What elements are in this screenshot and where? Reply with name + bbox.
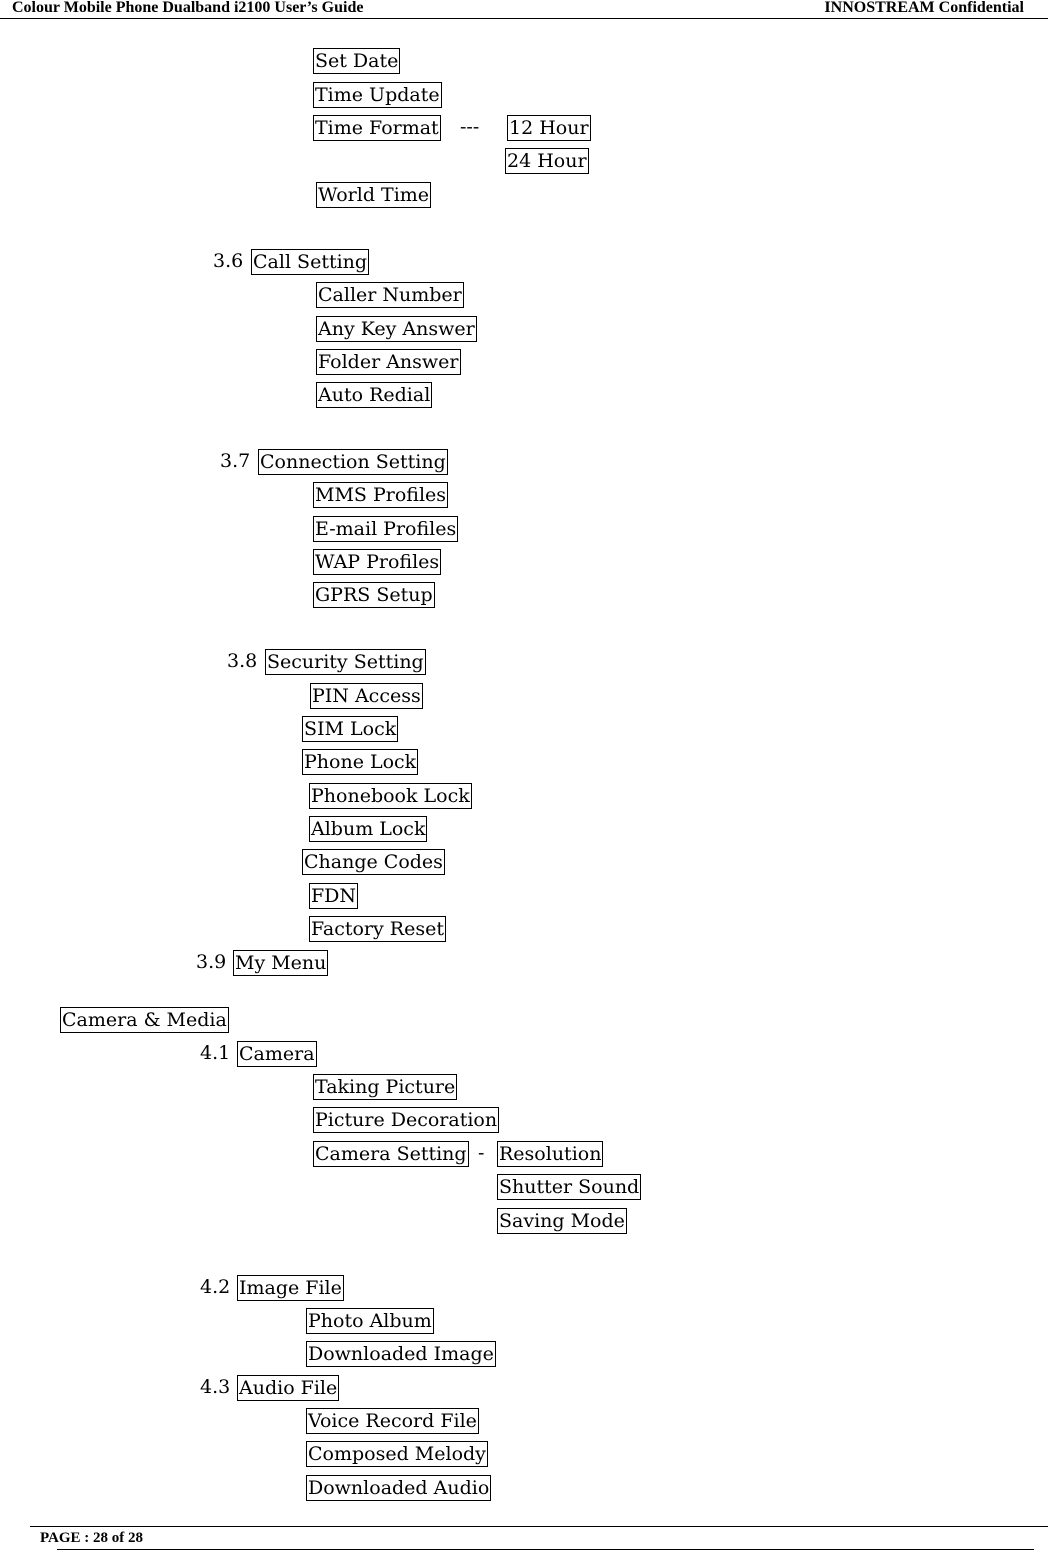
section-number: 3.9 bbox=[196, 951, 227, 973]
menu-item-composed-melody[interactable]: Composed Melody bbox=[308, 1443, 486, 1465]
section-number: 4.3 bbox=[200, 1376, 231, 1398]
menu-item-factory-reset[interactable]: Factory Reset bbox=[311, 918, 444, 940]
header-title: Colour Mobile Phone Dualband i2100 User’s Guide bbox=[12, 0, 364, 16]
connector-dash: --- bbox=[460, 116, 480, 138]
menu-item-camera-media[interactable]: Camera & Media bbox=[62, 1009, 227, 1031]
section-number: 4.2 bbox=[200, 1276, 231, 1298]
menu-item-caller-number[interactable]: Caller Number bbox=[318, 284, 462, 306]
menu-item-camera-setting[interactable]: Camera Setting bbox=[315, 1143, 467, 1165]
menu-item-24-hour[interactable]: 24 Hour bbox=[507, 150, 587, 172]
menu-item-audio-file[interactable]: Audio File bbox=[239, 1377, 338, 1399]
menu-item-photo-album[interactable]: Photo Album bbox=[308, 1310, 432, 1332]
menu-item-downloaded-image[interactable]: Downloaded Image bbox=[308, 1343, 494, 1365]
section-number: 4.1 bbox=[200, 1042, 231, 1064]
menu-item-picture-decoration[interactable]: Picture Decoration bbox=[315, 1109, 498, 1131]
menu-item-email-profiles[interactable]: E-mail Profiles bbox=[315, 518, 457, 540]
page-footer bbox=[30, 1526, 1048, 1551]
header-confidential: INNOSTREAM Confidential bbox=[824, 0, 1024, 16]
menu-item-time-format[interactable]: Time Format bbox=[315, 117, 439, 139]
menu-item-camera[interactable]: Camera bbox=[239, 1043, 315, 1065]
page-header bbox=[0, 0, 1048, 19]
page-number: PAGE : 28 of 28 bbox=[40, 1530, 144, 1546]
menu-item-any-key-answer[interactable]: Any Key Answer bbox=[318, 318, 475, 340]
menu-item-call-setting[interactable]: Call Setting bbox=[253, 251, 368, 273]
menu-item-time-update[interactable]: Time Update bbox=[315, 84, 440, 106]
menu-item-security-setting[interactable]: Security Setting bbox=[267, 651, 424, 673]
menu-item-fdn[interactable]: FDN bbox=[311, 885, 357, 907]
menu-item-pin-access[interactable]: PIN Access bbox=[312, 685, 421, 707]
menu-item-phone-lock[interactable]: Phone Lock bbox=[304, 751, 417, 773]
footer-rule bbox=[57, 1549, 1034, 1550]
menu-item-resolution[interactable]: Resolution bbox=[499, 1143, 602, 1165]
menu-item-12-hour[interactable]: 12 Hour bbox=[509, 117, 589, 139]
menu-item-saving-mode[interactable]: Saving Mode bbox=[499, 1210, 625, 1232]
menu-item-wap-profiles[interactable]: WAP Profiles bbox=[315, 551, 440, 573]
menu-item-voice-record-file[interactable]: Voice Record File bbox=[308, 1410, 477, 1432]
menu-item-taking-picture[interactable]: Taking Picture bbox=[315, 1076, 456, 1098]
menu-item-connection-setting[interactable]: Connection Setting bbox=[260, 451, 446, 473]
menu-item-downloaded-audio[interactable]: Downloaded Audio bbox=[308, 1477, 490, 1499]
section-number: 3.6 bbox=[213, 250, 244, 272]
menu-item-my-menu[interactable]: My Menu bbox=[235, 952, 327, 974]
menu-item-set-date[interactable]: Set Date bbox=[315, 50, 399, 72]
menu-item-auto-redial[interactable]: Auto Redial bbox=[318, 384, 431, 406]
section-number: 3.7 bbox=[220, 450, 251, 472]
menu-item-world-time[interactable]: World Time bbox=[318, 184, 430, 206]
menu-item-sim-lock[interactable]: SIM Lock bbox=[304, 718, 397, 740]
connector-dash: - bbox=[478, 1142, 485, 1164]
menu-item-album-lock[interactable]: Album Lock bbox=[311, 818, 426, 840]
menu-item-gprs-setup[interactable]: GPRS Setup bbox=[315, 584, 433, 606]
section-number: 3.8 bbox=[227, 650, 258, 672]
menu-item-mms-profiles[interactable]: MMS Profiles bbox=[315, 484, 447, 506]
menu-item-phonebook-lock[interactable]: Phonebook Lock bbox=[311, 785, 470, 807]
menu-item-shutter-sound[interactable]: Shutter Sound bbox=[499, 1176, 640, 1198]
menu-item-image-file[interactable]: Image File bbox=[239, 1277, 342, 1299]
menu-item-folder-answer[interactable]: Folder Answer bbox=[318, 351, 459, 373]
menu-item-change-codes[interactable]: Change Codes bbox=[304, 851, 443, 873]
